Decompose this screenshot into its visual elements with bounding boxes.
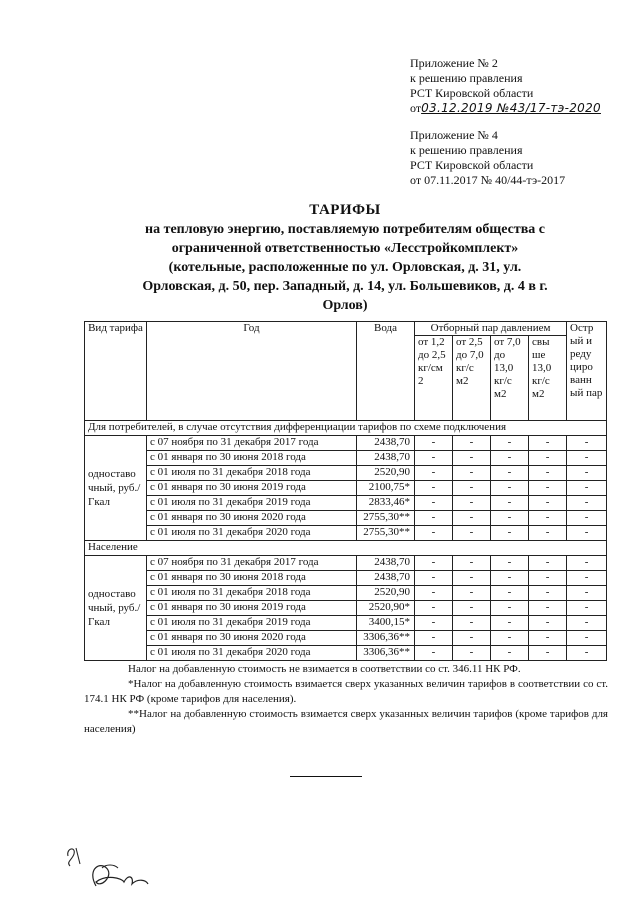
dash-cell: - — [453, 646, 491, 661]
title-line-3: (котельные, расположенные по ул. Орловская, д. 31, ул. — [168, 260, 522, 275]
header-water: Вода — [357, 322, 415, 421]
section-row-population — [85, 541, 607, 556]
value-cell: 2438,70 — [357, 556, 415, 571]
table-header-row-1 — [85, 322, 607, 336]
dash-cell: - — [453, 496, 491, 511]
dash-cell: - — [415, 631, 453, 646]
value-cell: 2520,90 — [357, 586, 415, 601]
period-cell: с 01 июля по 31 декабря 2020 года — [147, 646, 357, 661]
dash-cell: - — [453, 571, 491, 586]
dash-cell: - — [491, 511, 529, 526]
dash-cell: - — [453, 556, 491, 571]
value-cell: 2100,75* — [357, 481, 415, 496]
dash-cell: - — [491, 466, 529, 481]
period-cell: с 01 января по 30 июня 2019 года — [147, 601, 357, 616]
appendix-1-date-prefix: от — [410, 101, 422, 115]
table-row — [85, 616, 607, 631]
footnote-single-asterisk: *Налог на добавленную стоимость взимается сверх указанных величин тарифов в соответствии со ст. 174.1 НК РФ (кроме тарифов для населения). — [84, 678, 608, 705]
dash-cell: - — [567, 601, 607, 616]
dash-cell: - — [453, 601, 491, 616]
dash-cell: - — [567, 466, 607, 481]
header-steam-col-2: от 2,5 до 7,0 кг/с м2 — [453, 336, 491, 421]
dash-cell: - — [415, 556, 453, 571]
table-row — [85, 586, 607, 601]
period-cell: с 01 июля по 31 декабря 2018 года — [147, 466, 357, 481]
appendix-1-authority: РСТ Кировской области — [410, 86, 534, 100]
dash-cell: - — [415, 511, 453, 526]
dash-cell: - — [491, 451, 529, 466]
value-cell: 2438,70 — [357, 451, 415, 466]
dash-cell: - — [491, 571, 529, 586]
dash-cell: - — [415, 646, 453, 661]
title-line-5: Орлов) — [322, 298, 368, 313]
table-row — [85, 436, 607, 451]
dash-cell: - — [491, 616, 529, 631]
value-cell: 3400,15* — [357, 616, 415, 631]
period-cell: с 01 января по 30 июня 2018 года — [147, 451, 357, 466]
dash-cell: - — [491, 496, 529, 511]
header-steam-col-1: от 1,2 до 2,5 кг/см 2 — [415, 336, 453, 421]
header-steam-col-4: свы ше 13,0 кг/с м2 — [529, 336, 567, 421]
tariff-table — [84, 321, 607, 661]
appendix-2-number: Приложение № 4 — [410, 128, 498, 142]
table-row — [85, 601, 607, 616]
dash-cell: - — [415, 466, 453, 481]
dash-cell: - — [453, 451, 491, 466]
dash-cell: - — [491, 586, 529, 601]
table-row — [85, 571, 607, 586]
document-title — [110, 200, 580, 315]
dash-cell: - — [415, 601, 453, 616]
group-label-general: одноставо чный, руб./Гкал — [85, 436, 147, 541]
section-label-population: Население — [85, 541, 607, 556]
dash-cell: - — [453, 466, 491, 481]
dash-cell: - — [567, 631, 607, 646]
dash-cell: - — [491, 436, 529, 451]
value-cell: 3306,36** — [357, 646, 415, 661]
dash-cell: - — [453, 616, 491, 631]
dash-cell: - — [529, 451, 567, 466]
appendix-1-handwritten-date: 03.12.2019 №43/17-тэ-2020 — [421, 101, 601, 115]
title-line-1: на тепловую энергию, поставляемую потребителям общества с — [145, 222, 545, 237]
period-cell: с 07 ноября по 31 декабря 2017 года — [147, 556, 357, 571]
value-cell: 2520,90* — [357, 601, 415, 616]
title-line-2: ограниченной ответственностью «Лесстройкомплект» — [171, 241, 519, 256]
dash-cell: - — [491, 556, 529, 571]
table-row — [85, 556, 607, 571]
value-cell: 3306,36** — [357, 631, 415, 646]
dash-cell: - — [415, 571, 453, 586]
dash-cell: - — [567, 571, 607, 586]
dash-cell: - — [529, 466, 567, 481]
period-cell: с 01 января по 30 июня 2020 года — [147, 511, 357, 526]
period-cell: с 01 июля по 31 декабря 2019 года — [147, 496, 357, 511]
header-steam: Отборный пар давлением — [415, 322, 567, 336]
dash-cell: - — [491, 481, 529, 496]
dash-cell: - — [529, 616, 567, 631]
appendix-2-decision: к решению правления — [410, 143, 523, 157]
dash-cell: - — [567, 511, 607, 526]
dash-cell: - — [453, 631, 491, 646]
table-row — [85, 646, 607, 661]
dash-cell: - — [567, 481, 607, 496]
dash-cell: - — [415, 436, 453, 451]
header-steam-col-3: от 7,0 до 13,0 кг/с м2 — [491, 336, 529, 421]
value-cell: 2755,30** — [357, 526, 415, 541]
dash-cell: - — [567, 436, 607, 451]
dash-cell: - — [529, 511, 567, 526]
appendix-2-header — [410, 128, 565, 188]
dash-cell: - — [453, 481, 491, 496]
period-cell: с 01 января по 30 июня 2020 года — [147, 631, 357, 646]
period-cell: с 01 июля по 31 декабря 2019 года — [147, 616, 357, 631]
dash-cell: - — [567, 451, 607, 466]
value-cell: 2833,46* — [357, 496, 415, 511]
value-cell: 2438,70 — [357, 571, 415, 586]
dash-cell: - — [567, 556, 607, 571]
separator-line — [290, 776, 362, 777]
section-row-general — [85, 421, 607, 436]
dash-cell: - — [529, 556, 567, 571]
dash-cell: - — [567, 646, 607, 661]
period-cell: с 01 июля по 31 декабря 2018 года — [147, 586, 357, 601]
dash-cell: - — [529, 436, 567, 451]
appendix-1-header — [410, 56, 601, 116]
title-main: ТАРИФЫ — [309, 202, 381, 218]
dash-cell: - — [453, 586, 491, 601]
appendix-1-number: Приложение № 2 — [410, 56, 498, 70]
period-cell: с 07 ноября по 31 декабря 2017 года — [147, 436, 357, 451]
group-label-population: одноставо чный, руб./Гкал — [85, 556, 147, 661]
table-row — [85, 526, 607, 541]
footnotes — [84, 662, 608, 737]
dash-cell: - — [529, 571, 567, 586]
dash-cell: - — [491, 601, 529, 616]
header-sharp-steam: Остр ый и реду циро ванн ый пар — [567, 322, 607, 421]
table-row — [85, 451, 607, 466]
dash-cell: - — [529, 646, 567, 661]
dash-cell: - — [567, 586, 607, 601]
dash-cell: - — [529, 526, 567, 541]
dash-cell: - — [415, 616, 453, 631]
table-row — [85, 496, 607, 511]
appendix-2-date: от 07.11.2017 № 40/44-тэ-2017 — [410, 173, 566, 187]
title-line-4: Орловская, д. 50, пер. Западный, д. 14, ул. Большевиков, д. 4 в г. — [142, 279, 548, 294]
dash-cell: - — [567, 616, 607, 631]
dash-cell: - — [491, 646, 529, 661]
value-cell: 2438,70 — [357, 436, 415, 451]
appendix-1-decision: к решению правления — [410, 71, 523, 85]
dash-cell: - — [415, 481, 453, 496]
handwritten-signature — [62, 838, 182, 898]
header-tariff-type: Вид тарифа — [85, 322, 147, 421]
dash-cell: - — [415, 526, 453, 541]
dash-cell: - — [567, 526, 607, 541]
table-row — [85, 481, 607, 496]
section-label-general: Для потребителей, в случае отсутствия дифференциации тарифов по схеме подключения — [85, 421, 607, 436]
dash-cell: - — [415, 586, 453, 601]
value-cell: 2755,30** — [357, 511, 415, 526]
dash-cell: - — [415, 496, 453, 511]
dash-cell: - — [567, 496, 607, 511]
header-year: Год — [147, 322, 357, 421]
dash-cell: - — [529, 496, 567, 511]
dash-cell: - — [453, 511, 491, 526]
dash-cell: - — [529, 481, 567, 496]
appendix-2-authority: РСТ Кировской области — [410, 158, 534, 172]
table-row — [85, 631, 607, 646]
period-cell: с 01 января по 30 июня 2019 года — [147, 481, 357, 496]
value-cell: 2520,90 — [357, 466, 415, 481]
appendix-1-date — [410, 101, 601, 116]
dash-cell: - — [529, 631, 567, 646]
footnote-vat-exempt: Налог на добавленную стоимость не взимается в соответствии со ст. 346.11 НК РФ. — [128, 663, 521, 675]
dash-cell: - — [453, 526, 491, 541]
footnote-double-asterisk: **Налог на добавленную стоимость взимается сверх указанных величин тарифов (кроме тарифов для населения) — [84, 708, 608, 735]
period-cell: с 01 января по 30 июня 2018 года — [147, 571, 357, 586]
table-row — [85, 466, 607, 481]
dash-cell: - — [453, 436, 491, 451]
period-cell: с 01 июля по 31 декабря 2020 года — [147, 526, 357, 541]
table-row — [85, 511, 607, 526]
dash-cell: - — [491, 631, 529, 646]
dash-cell: - — [491, 526, 529, 541]
dash-cell: - — [529, 601, 567, 616]
dash-cell: - — [529, 586, 567, 601]
dash-cell: - — [415, 451, 453, 466]
